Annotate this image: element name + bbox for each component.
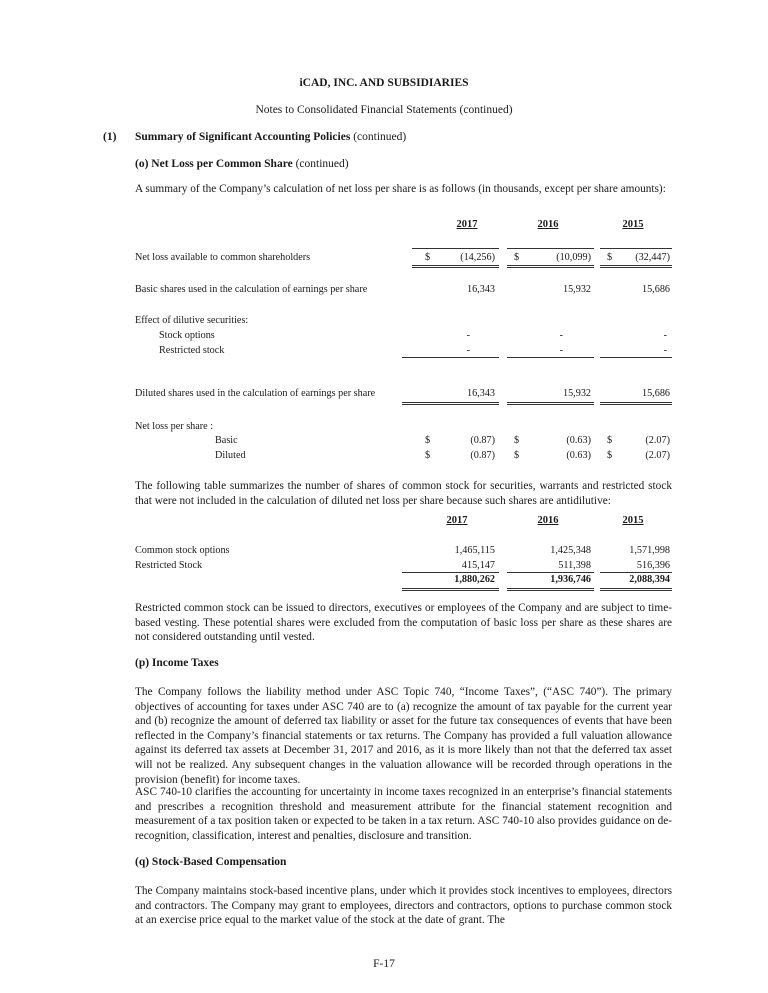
diluted-shares-value: 15,932 — [562, 388, 591, 399]
currency-symbol: $ — [607, 435, 613, 446]
basic-shares-value: 15,932 — [562, 284, 591, 295]
subsection-q-title: (q) Stock-Based Compensation — [135, 856, 287, 868]
double-rule — [600, 588, 672, 591]
restricted-stock-value: 415,147 — [461, 560, 495, 571]
stock-options-value: - — [663, 330, 667, 341]
double-rule — [600, 402, 672, 405]
stock-compensation-paragraph: The Company maintains stock-based incentive plans, under which it provides stock incentives to employees, directors and contractors. The Company may grant to employees, directors and contractors, options to purchase common stock at an exercise price equal to the market value of the stock at the date of grant. The — [135, 885, 672, 927]
antidilutive-year-header: 2016 — [537, 515, 559, 526]
subsection-p-title: (p) Income Taxes — [135, 657, 219, 669]
stock-options-label: Stock options — [159, 330, 215, 341]
diluted-shares-label: Diluted shares used in the calculation of earnings per share — [135, 388, 376, 399]
diluted-shares-value: 15,686 — [641, 388, 670, 399]
antidilutive-total-value: 1,880,262 — [454, 574, 495, 585]
section-title-bold: Summary of Significant Accounting Policies — [135, 131, 351, 143]
restricted-stock-label: Restricted stock — [159, 345, 225, 356]
diluted-eps-value: (0.63) — [566, 450, 591, 461]
basic-eps-value: (0.63) — [566, 435, 591, 446]
net-loss-per-share-label: Net loss per share : — [135, 421, 214, 432]
restricted-stock-value: 511,398 — [558, 560, 591, 571]
currency-symbol: $ — [425, 450, 431, 461]
income-taxes-paragraph-1: The Company follows the liability method under ASC Topic 740, “Income Taxes”, (“ASC 740”). The primary objectives of accounting for taxes under ASC 740 are to (a) recognize the amount of tax payable for the current year and (b) recognize the amount of deferred tax liability or asset for the future tax consequences of events that have been reflected in the Company’s financial statements or tax returns. The Company has provided a full valuation allowance against its deferred tax assets at December 31, 2017 and 2016, as it is more likely than not that the deferred tax asset will not be realized. Any subsequent changes in the valuation allowance will be recorded through operations in the provision (benefit) for income taxes. — [135, 686, 672, 786]
subsection-o-title — [135, 158, 349, 170]
subtotal-rule — [600, 572, 672, 573]
subtotal-rule — [402, 572, 499, 573]
common-stock-options-label: Common stock options — [135, 545, 230, 556]
currency-symbol: $ — [514, 435, 520, 446]
subsection-o-title-suffix: (continued) — [292, 158, 349, 170]
antidilutive-year-header: 2017 — [446, 515, 468, 526]
common-stock-options-value: 1,425,348 — [550, 545, 591, 556]
antidilutive-total-value: 2,088,394 — [629, 574, 670, 585]
antidilutive-total-value: 1,936,746 — [550, 574, 591, 585]
common-stock-options-value: 1,571,998 — [629, 545, 670, 556]
double-rule — [402, 588, 499, 591]
diluted-shares-value: 16,343 — [466, 388, 495, 399]
top-rule — [600, 248, 672, 249]
double-rule — [507, 265, 594, 268]
double-rule — [507, 402, 594, 405]
subtotal-rule — [507, 572, 594, 573]
eps-year-header: 2017 — [456, 219, 478, 230]
page-number: F-17 — [373, 958, 395, 970]
document-subtitle: Notes to Consolidated Financial Statements (continued) — [255, 104, 513, 116]
double-rule — [412, 265, 499, 268]
common-stock-options-value: 1,465,115 — [454, 545, 495, 556]
currency-symbol: $ — [514, 252, 520, 263]
subsection-o-title-bold: (o) Net Loss per Common Share — [135, 158, 293, 170]
subtotal-rule — [600, 357, 672, 358]
eps-year-header: 2015 — [622, 219, 644, 230]
double-rule — [402, 402, 499, 405]
company-name: iCAD, INC. AND SUBSIDIARIES — [299, 77, 469, 89]
restricted-stock-value: - — [559, 345, 563, 356]
currency-symbol: $ — [607, 450, 613, 461]
net-loss-label: Net loss available to common shareholders — [135, 252, 311, 263]
restricted-stock-value: 516,396 — [636, 560, 670, 571]
eps-intro-paragraph: A summary of the Company’s calculation of net loss per share is as follows (in thousands, except per share amounts): — [135, 183, 666, 195]
basic-eps-value: (2.07) — [645, 435, 670, 446]
dilutive-securities-label: Effect of dilutive securities: — [135, 315, 249, 326]
subtotal-rule — [402, 357, 499, 358]
restricted-stock-paragraph: Restricted common stock can be issued to directors, executives or employees of the Company and are subject to time-based vesting. These potential shares were excluded from the computation of basic loss per share as these shares are not considered outstanding until vested. — [135, 602, 672, 644]
currency-symbol: $ — [607, 252, 613, 263]
stock-options-value: - — [466, 330, 470, 341]
currency-symbol: $ — [425, 435, 431, 446]
diluted-eps-value: (0.87) — [470, 450, 495, 461]
net-loss-value: (32,447) — [635, 252, 670, 263]
stock-options-value: - — [559, 330, 563, 341]
currency-symbol: $ — [425, 252, 431, 263]
diluted-eps-label: Diluted — [215, 450, 246, 461]
basic-eps-value: (0.87) — [470, 435, 495, 446]
basic-shares-value: 15,686 — [641, 284, 670, 295]
basic-shares-label: Basic shares used in the calculation of earnings per share — [135, 284, 368, 295]
diluted-eps-value: (2.07) — [645, 450, 670, 461]
subtotal-rule — [507, 357, 594, 358]
restricted-stock-value: - — [663, 345, 667, 356]
currency-symbol: $ — [514, 450, 520, 461]
basic-eps-label: Basic — [215, 435, 238, 446]
income-taxes-paragraph-2: ASC 740-10 clarifies the accounting for uncertainty in income taxes recognized in an enterprise’s financial statements and prescribes a recognition threshold and measurement attribute for the financial statement recognition and measurement of a tax position taken or expected to be taken in a tax return. ASC 740-10 also provides guidance on de-recognition, classification, interest and penalties, disclosure and transition. — [135, 786, 672, 842]
basic-shares-value: 16,343 — [466, 284, 495, 295]
net-loss-value: (10,099) — [556, 252, 591, 263]
section-number: (1) — [103, 131, 117, 143]
net-loss-value: (14,256) — [460, 252, 495, 263]
antidilutive-intro-paragraph: The following table summarizes the number of shares of common stock for securities, warrants and restricted stock that were not included in the calculation of diluted net loss per share because such shares are antidilutive: — [135, 480, 672, 507]
top-rule — [412, 248, 499, 249]
double-rule — [600, 265, 672, 268]
double-rule — [507, 588, 594, 591]
top-rule — [507, 248, 594, 249]
restricted-stock-label: Restricted Stock — [135, 560, 203, 571]
section-title — [135, 131, 406, 143]
eps-year-header: 2016 — [537, 219, 559, 230]
restricted-stock-value: - — [466, 345, 470, 356]
antidilutive-year-header: 2015 — [622, 515, 644, 526]
section-title-suffix: (continued) — [350, 131, 407, 143]
